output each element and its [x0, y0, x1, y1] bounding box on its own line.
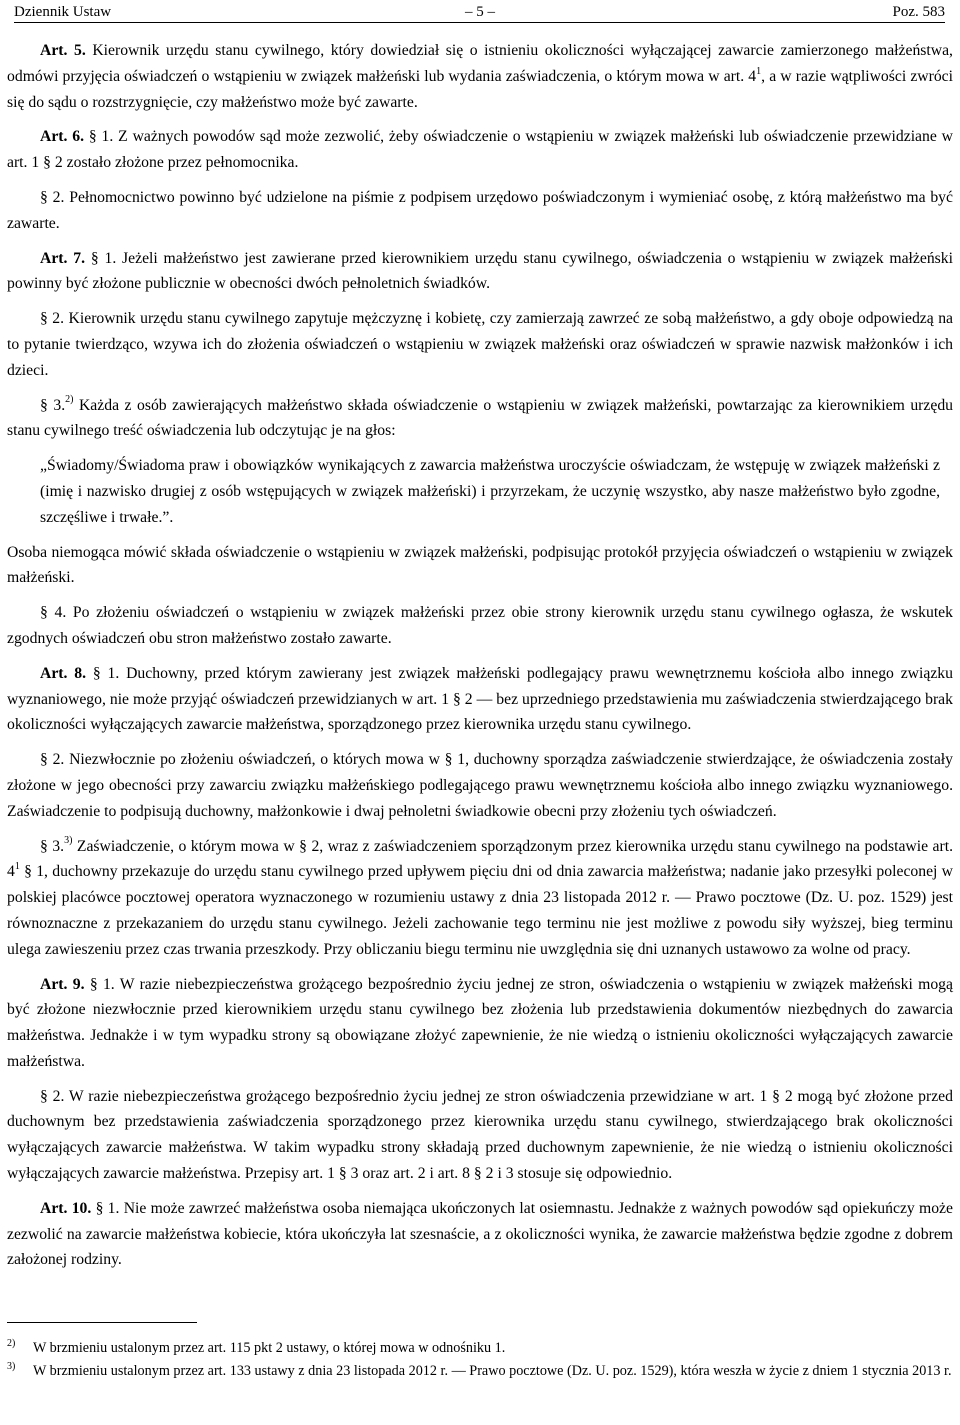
article-text: Każda z osób zawierających małżeństwo składa oświadczenie o wstąpieniu w związek małżeński, powtarzając za kierownikiem urzędu stanu cywilnego treść oświadczenia lub odczytując je na głos: — [7, 396, 954, 440]
article-10-paragraph-1 — [7, 1196, 953, 1273]
article-label: Art. 8. — [40, 664, 87, 682]
position-number: Poz. 583 — [892, 4, 945, 20]
article-8-paragraph-1 — [7, 661, 953, 738]
article-label: Art. 9. — [40, 975, 85, 993]
footnotes — [7, 1322, 952, 1383]
article-text: § 1. Duchowny, przed którym zawierany jest związek małżeński podlegający prawu wewnętrznemu kościoła albo innego związku wyznaniowego, nie może przyjąć oświadczeń przewidzianych w art. 1 § 2 — bez uprzedniego przedstawienia mu zaświadczenia stwierdzającego brak okoliczności wyłączających zawarcie małżeństwa, sporządzonego przez kierownika urzędu stanu cywilnego. — [7, 664, 953, 734]
footnote-rule — [7, 1322, 197, 1323]
paragraph-marker: § 3. — [40, 837, 65, 855]
article-text: § 1, duchowny przekazuje do urzędu stanu cywilnego przed upływem pięciu dni od dnia zawarcia małżeństwa; nadanie jako przesyłki poleconej w polskiej placówce pocztowej operatora wyznaczonego w rozumieniu ustawy z dnia 23 listopada 2012 r. — Prawo pocztowe (Dz. U. poz. 1529) jest równoznaczne z przekazaniem do urzędu stanu cywilnego. Jeżeli zachowanie tego terminu nie jest możliwe z powodu siły wyższej, bieg terminu ulega zawieszeniu przez czas trwania przeszkody. Przy obliczaniu biegu terminu nie uwzględnia się dni uznanych ustawowo za wolne od pracy. — [7, 863, 953, 958]
article-text: , a w razie wątpliwości zwróci się do sądu o rozstrzygnięcie, czy małżeństwo może być zawarte. — [7, 67, 953, 111]
footnote-number: 2) — [7, 1338, 16, 1349]
article-text: § 1. W razie niebezpieczeństwa grożącego bezpośrednio życiu jednej ze stron, oświadczenia o wstąpieniu w związek małżeński mogą być złożone niezwłocznie przed kierownikiem urzędu stanu cywilnego bez złożenia lub przedstawienia dokumentów niezbędnych do zawarcia małżeństwa. Jednakże i w tym wypadku strony są obowiązane złożyć zapewnienie, że nie wiedzą o istnieniu okoliczności wyłączających zawarcie małżeństwa. — [7, 975, 953, 1070]
article-8-paragraph-2: § 2. Niezwłocznie po złożeniu oświadczeń, o których mowa w § 1, duchowny sporządza zaświadczenie stwierdzające, że oświadczenia zostały złożone w jego obecności przy zawarciu związku małżeńskiego podlegającego prawu wewnętrznemu kościoła albo innego związku wyznaniowego. Zaświadczenie to podpisują duchowny, małżonkowie i dwaj pełnoletni świadkowie obecni przy złożeniu tych oświadczeń. — [7, 751, 953, 820]
article-label: Art. 7. — [40, 249, 86, 267]
article-7-paragraph-1 — [7, 246, 953, 298]
article-label: Art. 6. — [40, 128, 85, 146]
article-9-paragraph-2: § 2. W razie niebezpieczeństwa grożącego bezpośrednio życiu jednej ze stron oświadczenia przewidziane w art. 1 § 2 mogą być złożone przed duchownym bez przedstawienia zaświadczenia sporządzonego przez kierownika urzędu stanu cywilnego, stwierdzającego brak okoliczności wyłączających zawarcie małżeństwa. W takim wypadku strony składają przed duchownym zapewnienie, że nie wiedzą o istnieniu okoliczności wyłączających zawarcie małżeństwa. Przepisy art. 1 § 3 oraz art. 2 i art. 8 § 2 i 3 stosuje się odpowiednio. — [7, 1087, 953, 1183]
article-text: § 1. Nie może zawrzeć małżeństwa osoba niemająca ukończonych lat osiemnastu. Jednakże z ważnych powodów sąd opiekuńczy może zezwolić na zawarcie małżeństwa kobiecie, która ukończyła lat szesnaście, a z okoliczności wynika, że zawarcie małżeństwa będzie zgodne z dobrem założonej rodziny. — [7, 1199, 953, 1269]
article-7-paragraph-3 — [7, 393, 953, 445]
article-7-mute-provision: Osoba niemogąca mówić składa oświadczenie o wstąpieniu w związek małżeński, podpisując protokół przyjęcia oświadczeń o wstąpieniu w związek małżeński. — [7, 543, 953, 587]
superscript: 1 — [14, 861, 20, 873]
paragraph-marker: § 3. — [40, 396, 66, 414]
footnote — [7, 1361, 952, 1382]
article-label: Art. 5. — [40, 42, 86, 59]
article-text: § 1. Z ważnych powodów sąd może zezwolić, żeby oświadczenie o wstąpieniu w związek małżeński lub oświadczenie przewidziane w art. 1 § 2 zostało złożone przez pełnomocnika. — [7, 128, 953, 172]
page-number: – 5 – — [465, 4, 495, 20]
footnote — [7, 1338, 952, 1359]
footnote-ref: 3) — [64, 835, 73, 847]
article-7-paragraph-4: § 4. Po złożeniu oświadczeń o wstąpieniu w związek małżeński przez obie strony kierownik urzędu stanu cywilnego ogłasza, że wskutek zgodnych oświadczeń obu stron małżeństwo zostało zawarte. — [7, 604, 953, 647]
article-label: Art. 10. — [40, 1199, 92, 1217]
article-text: § 1. Jeżeli małżeństwo jest zawierane przed kierownikiem urzędu stanu cywilnego, oświadczenia o wstąpieniu w związek małżeński powinny być złożone publicznie w obecności dwóch pełnoletnich świadków. — [7, 249, 953, 293]
superscript: 1 — [756, 65, 762, 77]
article-6-paragraph-1 — [7, 124, 953, 176]
oath-quote: „Świadomy/Świadoma praw i obowiązków wynikających z zawarcia małżeństwa uroczyście oświadczam, że wstępuję w związek małżeński z (imię i nazwisko drugiej z osób wstępujących w związek małżeński) i przyrzekam, że uczynię wszystko, aby nasze małżeństwo było zgodne, szczęśliwe i trwałe.”. — [40, 457, 940, 526]
article-text: Zaświadczenie, o którym mowa w § 2, wraz z zaświadczeniem sporządzonym przez kierownika urzędu stanu cywilnego na podstawie art. 4 — [7, 837, 954, 881]
article-5 — [7, 38, 953, 115]
document-body — [7, 38, 953, 1273]
article-text: Kierownik urzędu stanu cywilnego, który dowiedział się o istnieniu okoliczności wyłączającej zawarcie zamierzonego małżeństwa, odmówi przyjęcia oświadczeń o wstąpieniu w związek małżeński lub wydania zaświadczenia, o którym mowa w art. 4 — [7, 42, 953, 85]
footnote-text: W brzmieniu ustalonym przez art. 133 ustawy z dnia 23 listopada 2012 r. — Prawo pocztowe (Dz. U. poz. 1529), która weszła w życie z dniem 1 stycznia 2013 r. — [33, 1362, 952, 1379]
page-header — [7, 0, 953, 24]
footnote-ref: 2) — [65, 394, 74, 406]
header-rule — [14, 22, 945, 23]
footnote-number: 3) — [7, 1360, 16, 1372]
article-9-paragraph-1 — [7, 972, 953, 1075]
article-8-paragraph-3 — [7, 834, 953, 963]
journal-title: Dziennik Ustaw — [14, 4, 112, 20]
footnote-text: W brzmieniu ustalonym przez art. 115 pkt 2 ustawy, o której mowa w odnośniku 1. — [33, 1340, 506, 1356]
article-6-paragraph-2: § 2. Pełnomocnictwo powinno być udzielone na piśmie z podpisem urzędowo poświadczonym i wymieniać osobę, z którą małżeństwo ma być zawarte. — [7, 188, 953, 232]
article-7-paragraph-2: § 2. Kierownik urzędu stanu cywilnego zapytuje mężczyznę i kobietę, czy zamierzają zawrzeć ze sobą małżeństwo, a gdy oboje odpowiedzą na to pytanie twierdząco, wzywa ich do złożenia oświadczeń o wstąpieniu w związek małżeński oraz oświadczeń w sprawie nazwisk małżonków i ich dzieci. — [7, 310, 953, 379]
